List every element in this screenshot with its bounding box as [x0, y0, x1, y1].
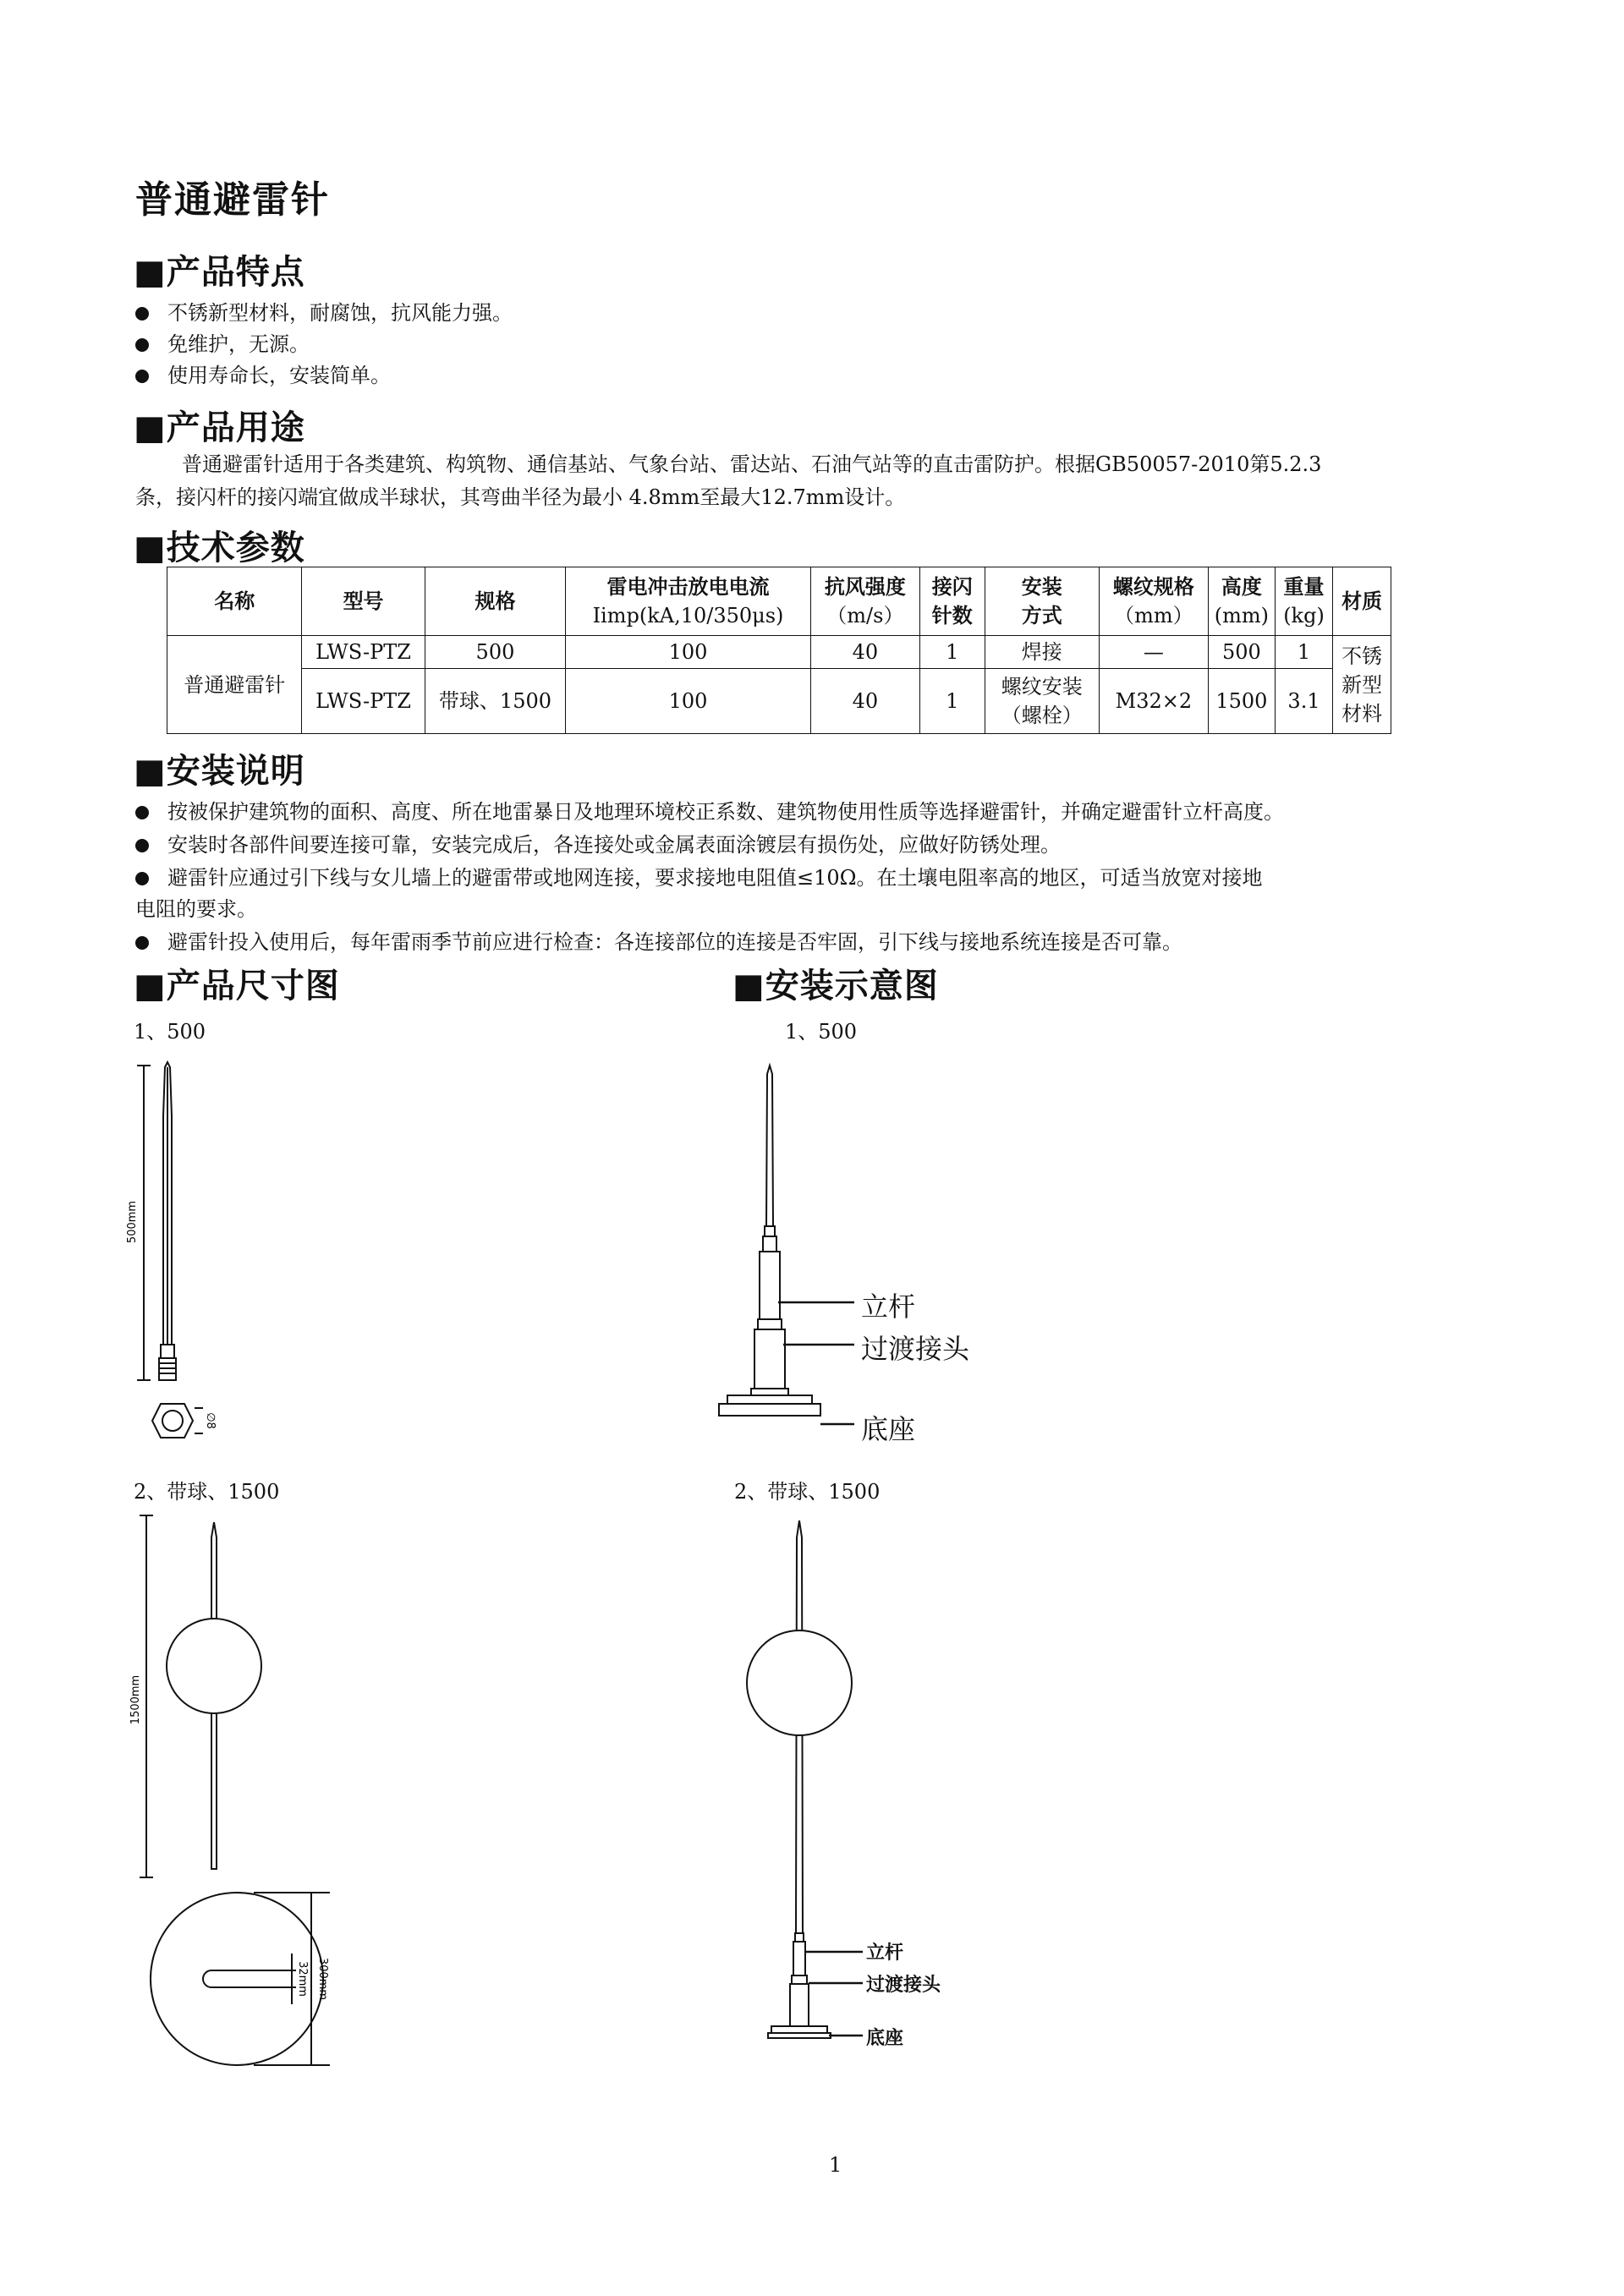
cell-wind: 40 — [810, 669, 919, 734]
label-base: 底座 — [861, 1413, 916, 1445]
cell-thread: M32×2 — [1099, 669, 1208, 734]
header-height: 高度 (mm) — [1209, 567, 1276, 636]
label-base-2: 底座 — [866, 2028, 904, 2049]
header-needles: 接闪 针数 — [919, 567, 985, 636]
install-caption-2: 2、带球、1500 — [734, 1480, 881, 1504]
cell-weight: 3.1 — [1275, 669, 1333, 734]
install-diagram-1500 — [736, 1505, 990, 2063]
label-adapter-2: 过渡接头 — [866, 1975, 941, 1996]
usage-line-2: 条，接闪杆的接闪端宜做成半球状，其弯曲半径为最小 4.8mm至最大12.7mm设计。 — [135, 485, 906, 509]
dimensions-caption-1: 1、500 — [134, 1020, 206, 1044]
install-diagram-heading: ■安装示意图 — [732, 966, 939, 1006]
header-current: 雷电冲击放电电流 Iimp(kA,10/350μs) — [566, 567, 811, 636]
usage-line-1: 普通避雷针适用于各类建筑、构筑物、通信基站、气象台站、雷达站、石油气站等的直击雷防护。根据GB50057-2010第5.2.3 — [182, 452, 1322, 476]
cell-install: 螺纹安装 （螺栓） — [985, 669, 1099, 734]
cell-model: LWS-PTZ — [302, 669, 425, 734]
dim-300-label: 300mm — [316, 1957, 329, 2001]
cell-material: 不锈 新型 材料 — [1333, 636, 1391, 734]
cell-weight: 1 — [1275, 636, 1333, 669]
table-header-row — [167, 567, 1391, 636]
cell-current: 100 — [566, 669, 811, 734]
label-adapter: 过渡接头 — [861, 1333, 970, 1365]
header-thread: 螺纹规格 （mm） — [1099, 567, 1208, 636]
page-number: 1 — [829, 2153, 842, 2177]
dim-32-label: 32mm — [296, 1961, 309, 1997]
installation-heading: ■安装说明 — [134, 751, 305, 791]
cell-model: LWS-PTZ — [302, 636, 425, 669]
list-item: 避雷针投入使用后，每年雷雨季节前应进行检查：各连接部位的连接是否牢固，引下线与接地系统连接是否可靠。 — [135, 927, 1284, 958]
page-title: 普通避雷针 — [135, 178, 330, 222]
header-wind: 抗风强度 （m/s） — [810, 567, 919, 636]
rod-1500-dimension-drawing — [118, 1505, 440, 2080]
spec-table — [167, 567, 1391, 734]
list-item: 使用寿命长，安装简单。 — [135, 360, 513, 392]
table-row — [167, 669, 1391, 734]
install-diagram-500 — [710, 1049, 998, 1455]
list-item: 安装时各部件间要连接可靠，安装完成后，各连接处或金属表面涂镀层有损伤处，应做好防锈处理。 — [135, 830, 1284, 861]
usage-heading: ■产品用途 — [134, 408, 305, 447]
label-pole: 立杆 — [861, 1290, 916, 1323]
list-item: 避雷针应通过引下线与女儿墙上的避雷带或地网连接，要求接地电阻值≤10Ω。在土壤电阻率高的地区，可适当放宽对接地 — [135, 863, 1284, 894]
install-caption-1: 1、500 — [785, 1020, 858, 1044]
dim-500-label: 500mm — [126, 1200, 139, 1244]
header-name: 名称 — [167, 567, 302, 636]
cell-spec: 500 — [425, 636, 565, 669]
cell-needles: 1 — [919, 669, 985, 734]
cell-height: 500 — [1209, 636, 1276, 669]
cell-product-name: 普通避雷针 — [167, 636, 302, 734]
table-row — [167, 636, 1391, 669]
cell-install: 焊接 — [985, 636, 1099, 669]
cell-needles: 1 — [919, 636, 985, 669]
header-spec: 规格 — [425, 567, 565, 636]
cell-thread: — — [1099, 636, 1208, 669]
cell-spec: 带球、1500 — [425, 669, 565, 734]
list-item: 不锈新型材料，耐腐蚀，抗风能力强。 — [135, 298, 513, 329]
rod-500-dimension-drawing — [118, 1049, 271, 1455]
dim-1500-label: 1500mm — [129, 1674, 142, 1725]
header-model: 型号 — [302, 567, 425, 636]
list-item: 免维护，无源。 — [135, 329, 513, 360]
installation-list — [135, 797, 1284, 958]
label-pole-2: 立杆 — [866, 1943, 904, 1964]
features-heading: ■产品特点 — [134, 252, 305, 292]
dimensions-heading: ■产品尺寸图 — [134, 966, 340, 1006]
list-item-continuation: 电阻的要求。 — [135, 897, 257, 921]
features-list — [135, 298, 513, 392]
header-material: 材质 — [1333, 567, 1391, 636]
specs-heading: ■技术参数 — [134, 528, 305, 567]
header-install: 安装 方式 — [985, 567, 1099, 636]
cell-wind: 40 — [810, 636, 919, 669]
cell-height: 1500 — [1209, 669, 1276, 734]
dimensions-caption-2: 2、带球、1500 — [134, 1480, 280, 1504]
dim-hex-label: ∅8 — [204, 1412, 217, 1429]
list-item: 按被保护建筑物的面积、高度、所在地雷暴日及地理环境校正系数、建筑物使用性质等选择避雷针，并确定避雷针立杆高度。 — [135, 797, 1284, 828]
cell-current: 100 — [566, 636, 811, 669]
header-weight: 重量 (kg) — [1275, 567, 1333, 636]
